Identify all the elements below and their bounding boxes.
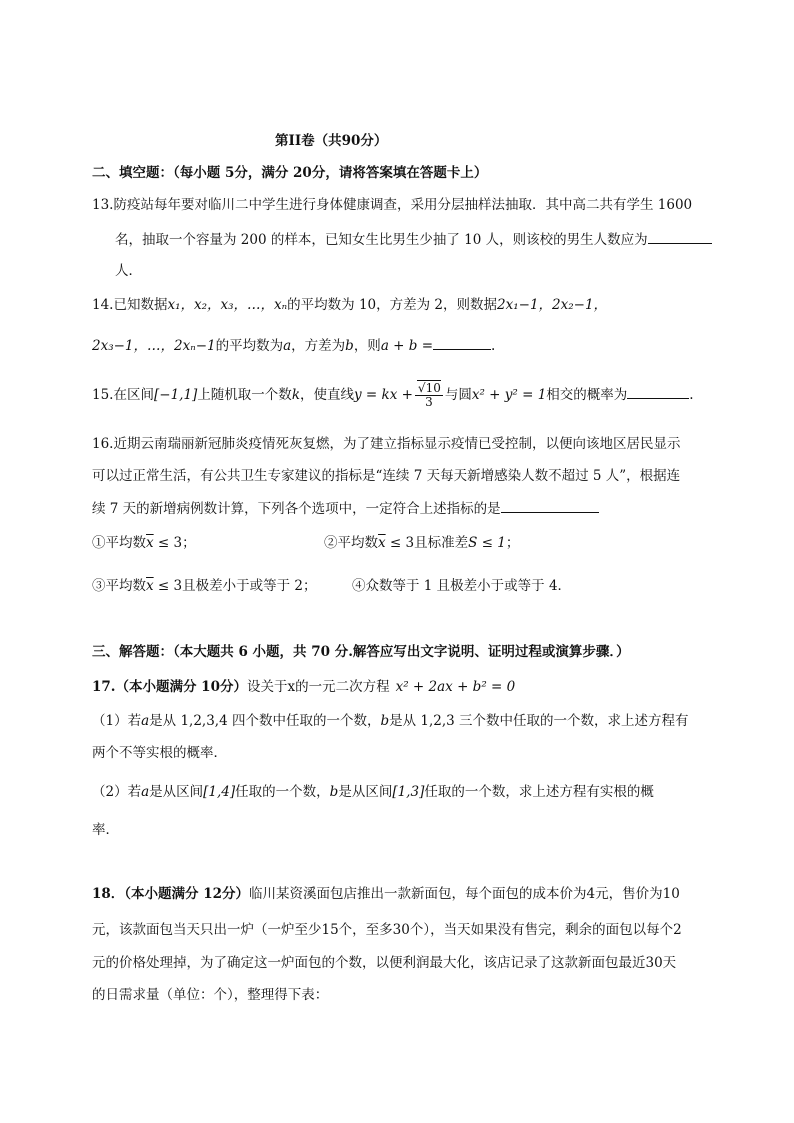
q13-line2 [115, 229, 712, 250]
q15-interval: [−1,1] [153, 387, 198, 403]
fill-in-header: 二、填空题：（每小题 5分，满分 20分，请将答案填在答题卡上） [92, 165, 488, 181]
q17-p2-text-c: 任取的一个数， [235, 784, 330, 800]
q16-opt2-cond: ≤ 3且标准差 [385, 535, 469, 551]
q15-end: . [689, 387, 694, 403]
q14-data-list: x₁，x₂，x₃，…，xₙ [167, 297, 288, 313]
q17-part1-line1 [92, 711, 689, 731]
q15-text-c: ，使直线 [300, 387, 354, 403]
q17-part1-line2: 两个不等实根的概率． [92, 745, 227, 761]
q17-p1-var-b: b [380, 713, 390, 729]
q16-opt3-cond: ≤ 3且极差小于或等于 2； [153, 578, 317, 594]
q14-text-a: 14.已知数据 [92, 297, 168, 313]
q17-p2-text-a: （2）若 [92, 784, 142, 800]
q16-line1: 16.近期云南瑞丽新冠肺炎疫情死灰复燃，为了建立指标显示疫情已受控制，以便向该地区居民显示 [92, 436, 681, 452]
section-title: 第II卷（共90分） [275, 133, 388, 149]
q15-answer-blank [627, 384, 689, 399]
q18-text-1: 临川某资溪面包店推出一款新面包，每个面包的成本价为4元，售价为10 [249, 886, 680, 902]
q17-equation: x² + 2ax + b² = 0 [395, 679, 516, 695]
q14-text-e: ，则 [353, 338, 381, 354]
q15-fraction [415, 382, 443, 409]
q17-part2-line2: 率． [92, 822, 119, 838]
q17-p2-interval-2: [1,3] [392, 784, 425, 800]
q15-var-k: k [291, 387, 300, 403]
q15-text-e: 相交的概率为 [546, 387, 628, 403]
q16-option-4: ④众数等于 1 且极差小于或等于 4． [352, 578, 572, 594]
q16-option-1 [92, 533, 196, 553]
q16-opt1-xbar: $\overline{x}$ [146, 535, 154, 551]
q18-line1 [92, 884, 680, 904]
q17-p1-text-b: 是从 1,2,3,4 四个数中任取的一个数， [149, 713, 381, 729]
q15-text-a: 15.在区间 [92, 387, 154, 403]
q18-line4: 的日需求量（单位：个），整理得下表： [92, 987, 329, 1003]
q16-option-2 [324, 533, 519, 553]
q15-sqrt10: √10 [417, 381, 441, 395]
q16-opt1-cond: ≤ 3； [153, 535, 196, 551]
q14-transformed-data-2: 2x₃−1，…，2xₙ−1 [92, 338, 216, 354]
q17-p2-text-b: 是从区间 [149, 784, 204, 800]
q16-option-3 [92, 576, 317, 596]
q15-text-d: 与圆 [444, 387, 472, 403]
q16-answer-blank [501, 498, 599, 513]
q15-line-expr: y = kx + [354, 387, 413, 403]
q15-circle-eq: x² + y² = 1 [471, 387, 547, 403]
q17-p2-var-a: a [141, 784, 150, 800]
q15-text-b: 上随机取一个数 [197, 387, 292, 403]
q13-line3: 人． [115, 263, 142, 279]
q18-tag: 18．（本小题满分 12分） [92, 886, 250, 902]
q17-p1-text-c: 是从 1,2,3 三个数中任取的一个数，求上述方程有 [389, 713, 689, 729]
q16-opt3-text: ③平均数 [92, 578, 146, 594]
solve-header: 三、解答题：（本大题共 6 小题，共 70 分.解答应写出文字说明、证明过程或演算步骤．） [92, 644, 630, 660]
q17-p2-text-e: 任取的一个数，求上述方程有实根的概 [424, 784, 654, 800]
q14-line2 [92, 335, 495, 356]
q15-fraction-numerator [415, 382, 443, 396]
q16-line2: 可以过正常生活，有公共卫生专家建议的指标是“连续 7 天每天新增感染人数不超过 5 人”，根据连 [92, 468, 681, 484]
q16-opt2-text: ②平均数 [324, 535, 378, 551]
q14-text-d: ，方差为 [291, 338, 346, 354]
q14-end: . [491, 338, 496, 354]
q18-line2: 元，该款面包当天只出一炉（一炉至少15个，至多30个），当天如果没有售完，剩余的面包以每个2 [92, 922, 682, 938]
q13-line1: 13.防疫站每年要对临川二中学生进行身体健康调查，采用分层抽样法抽取．其中高二共有学生 1600 [92, 197, 693, 213]
q14-answer-blank [433, 335, 491, 350]
q16-opt1-text: ①平均数 [92, 535, 146, 551]
q17-line1 [92, 677, 515, 697]
q13-answer-blank [648, 229, 712, 244]
q14-var-b: b [345, 338, 354, 354]
q14-var-a: a [283, 338, 292, 354]
q17-p2-var-b: b [329, 784, 339, 800]
q18-line3: 元的价格处理掉，为了确定这一炉面包的个数，以便利润最大化，该店记录了这款新面包最近30天 [92, 955, 677, 971]
q17-text: 设关于x的一元二次方程 [246, 679, 390, 695]
q15-fraction-denominator: 3 [425, 395, 433, 409]
q17-p1-text-a: （1）若 [92, 713, 142, 729]
q16-opt2-std: S ≤ 1 [468, 535, 506, 551]
q15-line [92, 382, 694, 409]
q16-text: 续 7 天的新增病例数计算，下列各个选项中，一定符合上述指标的是 [92, 501, 501, 517]
q14-transformed-data-1: 2x₁−1，2x₂−1， [497, 297, 608, 313]
q14-text-c: 的平均数为 [215, 338, 284, 354]
q17-tag: 17.（本小题满分 10分） [92, 679, 247, 695]
q13-text: 名，抽取一个容量为 200 的样本，已知女生比男生少抽了 10 人，则该校的男生人数应为 [115, 232, 648, 248]
q14-sum-expr: a + b = [380, 338, 433, 354]
q17-p1-var-a: a [141, 713, 150, 729]
q17-p2-interval-1: [1,4] [203, 784, 236, 800]
q16-opt2-end: ； [505, 535, 520, 551]
q14-text-b: 的平均数为 10，方差为 2，则数据 [287, 297, 498, 313]
q16-line3 [92, 498, 599, 519]
q16-opt2-xbar: $\overline{x}$ [378, 535, 386, 551]
q14-line1 [92, 295, 607, 315]
q17-part2-line1 [92, 782, 654, 802]
q17-p2-text-d: 是从区间 [338, 784, 393, 800]
q16-opt3-xbar: $\overline{x}$ [146, 578, 154, 594]
